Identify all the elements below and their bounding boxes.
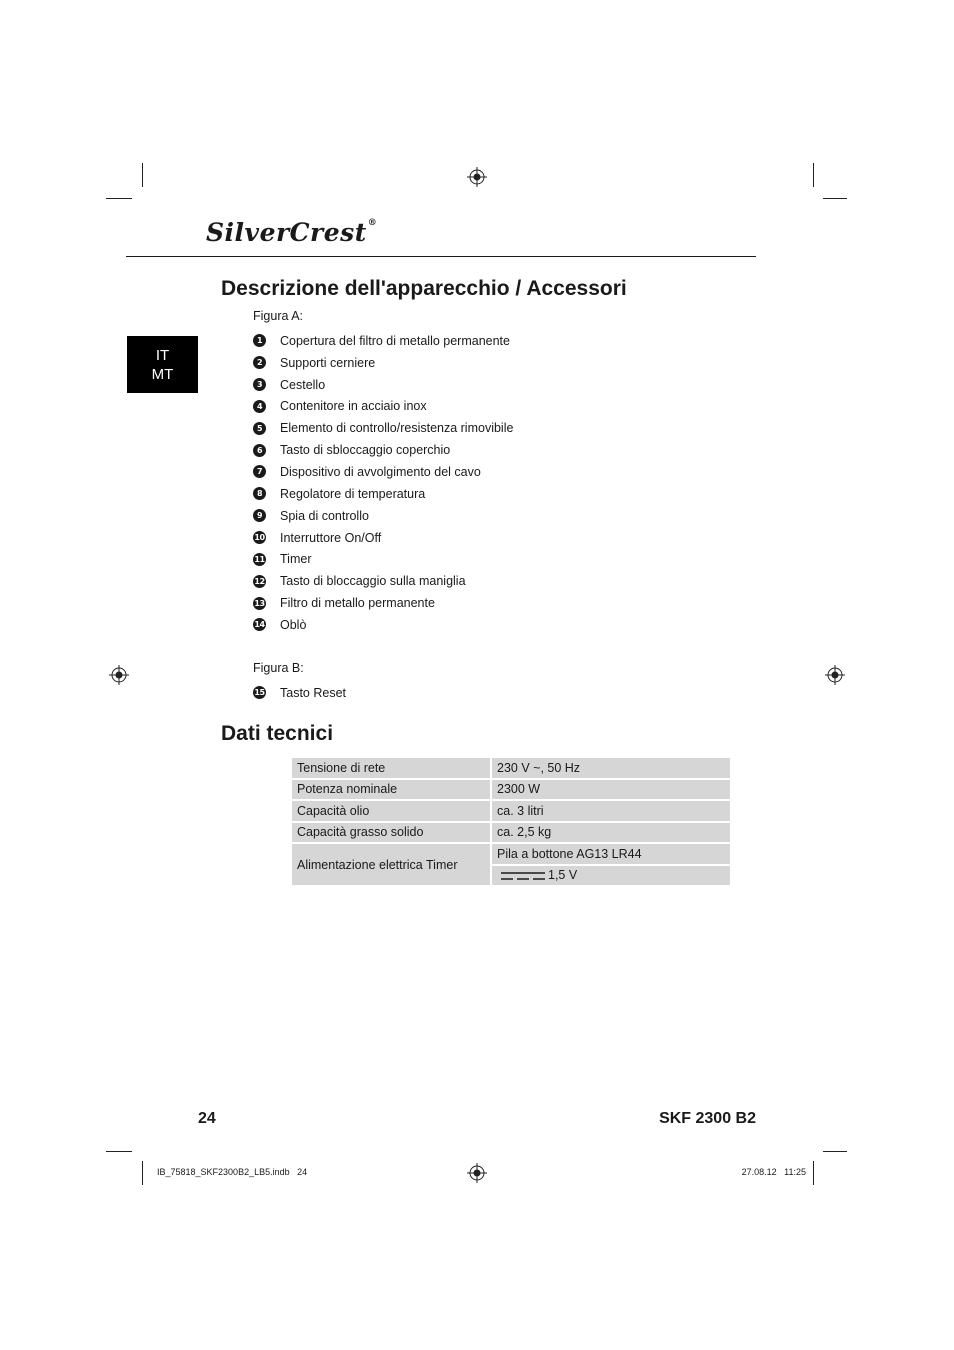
crop-mark <box>813 163 814 187</box>
page-number: 24 <box>198 1110 216 1127</box>
item-text: Interruttore On/Off <box>280 530 382 545</box>
registration-mark-icon <box>109 665 129 685</box>
registered-mark: ® <box>367 218 378 228</box>
crop-mark <box>106 198 132 199</box>
item-number-icon: 10 <box>254 533 265 543</box>
list-item <box>253 527 513 549</box>
registration-mark-icon <box>467 167 487 187</box>
language-tab <box>127 336 198 393</box>
print-slug-date: 27.08.12 11:25 <box>741 1167 806 1177</box>
list-item <box>253 461 513 483</box>
item-number-icon: 2 <box>253 356 266 369</box>
language-code-it: IT <box>155 346 170 364</box>
crop-mark <box>142 1161 143 1185</box>
model-number: SKF 2300 B2 <box>659 1110 756 1127</box>
header-divider <box>126 256 756 257</box>
registration-mark-icon <box>825 665 845 685</box>
item-number-icon: 14 <box>254 620 265 630</box>
table-row <box>291 843 731 865</box>
item-text: Copertura del filtro di metallo permanente <box>280 333 510 348</box>
brand-name: SilverCrest <box>206 218 367 247</box>
item-text: Contenitore in acciaio inox <box>280 399 427 414</box>
table-row <box>291 779 731 801</box>
battery-voltage: 1,5 V <box>548 868 578 883</box>
section-title-technical-data: Dati tecnici <box>221 722 334 745</box>
crop-mark <box>106 1151 132 1152</box>
list-item <box>253 417 513 439</box>
list-item <box>253 505 513 527</box>
list-item <box>253 352 513 374</box>
figure-b-parts-list <box>253 682 346 704</box>
table-cell-value: 2300 W <box>491 779 731 801</box>
table-cell-value: 230 V ~, 50 Hz <box>491 757 731 779</box>
item-number-icon: 6 <box>253 444 266 457</box>
list-item <box>253 396 513 418</box>
table-cell-label: Potenza nominale <box>291 779 491 801</box>
list-item <box>253 570 513 592</box>
list-item <box>253 483 513 505</box>
crop-mark <box>823 198 847 199</box>
item-number-icon: 1 <box>253 334 266 347</box>
figure-a-parts-list <box>253 330 513 636</box>
item-text: Spia di controllo <box>280 508 369 523</box>
list-item <box>253 614 513 636</box>
crop-mark <box>142 163 143 187</box>
crop-mark <box>823 1151 847 1152</box>
item-text: Tasto di bloccaggio sulla maniglia <box>280 574 466 589</box>
technical-data-table <box>290 756 732 887</box>
item-text: Regolatore di temperatura <box>280 486 426 501</box>
table-cell-label: Tensione di rete <box>291 757 491 779</box>
item-text: Tasto Reset <box>280 685 347 700</box>
table-row <box>291 757 731 779</box>
item-number-icon: 11 <box>254 554 265 564</box>
list-item <box>253 592 513 614</box>
list-item <box>253 439 513 461</box>
registration-mark-icon <box>467 1163 487 1183</box>
item-number-icon: 13 <box>254 598 265 608</box>
direct-current-icon <box>501 871 545 881</box>
item-number-icon: 9 <box>253 509 266 522</box>
table-cell-label: Capacità grasso solido <box>291 822 491 844</box>
table-cell-label: Capacità olio <box>291 800 491 822</box>
list-item <box>253 682 346 704</box>
item-text: Cestello <box>280 377 326 392</box>
table-cell-label: Alimentazione elettrica Timer <box>291 843 491 886</box>
item-text: Dispositivo di avvolgimento del cavo <box>280 464 481 479</box>
item-number-icon: 4 <box>253 400 266 413</box>
table-cell-value: ca. 2,5 kg <box>491 822 731 844</box>
figure-b-label: Figura B: <box>253 661 304 675</box>
item-number-icon: 12 <box>254 576 265 586</box>
table-cell-value: ca. 3 litri <box>491 800 731 822</box>
item-text: Filtro di metallo permanente <box>280 596 435 611</box>
table-row <box>291 822 731 844</box>
table-cell-value: Pila a bottone AG13 LR44 <box>491 843 731 865</box>
item-number-icon: 7 <box>253 465 266 478</box>
item-number-icon: 5 <box>253 422 266 435</box>
item-text: Oblò <box>280 617 307 632</box>
table-cell-value <box>491 865 731 887</box>
table-row <box>291 800 731 822</box>
item-number-icon: 15 <box>254 688 265 698</box>
print-slug-file: IB_75818_SKF2300B2_LB5.indb 24 <box>157 1167 308 1177</box>
list-item <box>253 548 513 570</box>
section-title-description: Descrizione dell'apparecchio / Accessori <box>221 277 627 300</box>
item-text: Timer <box>280 552 312 567</box>
crop-mark <box>813 1161 814 1185</box>
brand-logo <box>206 218 377 247</box>
item-number-icon: 3 <box>253 378 266 391</box>
item-text: Supporti cerniere <box>280 355 376 370</box>
figure-a-label: Figura A: <box>253 309 304 323</box>
language-code-mt: MT <box>151 365 174 383</box>
list-item <box>253 374 513 396</box>
item-number-icon: 8 <box>253 487 266 500</box>
item-text: Tasto di sbloccaggio coperchio <box>280 443 451 458</box>
list-item <box>253 330 513 352</box>
item-text: Elemento di controllo/resistenza rimovibile <box>280 421 514 436</box>
